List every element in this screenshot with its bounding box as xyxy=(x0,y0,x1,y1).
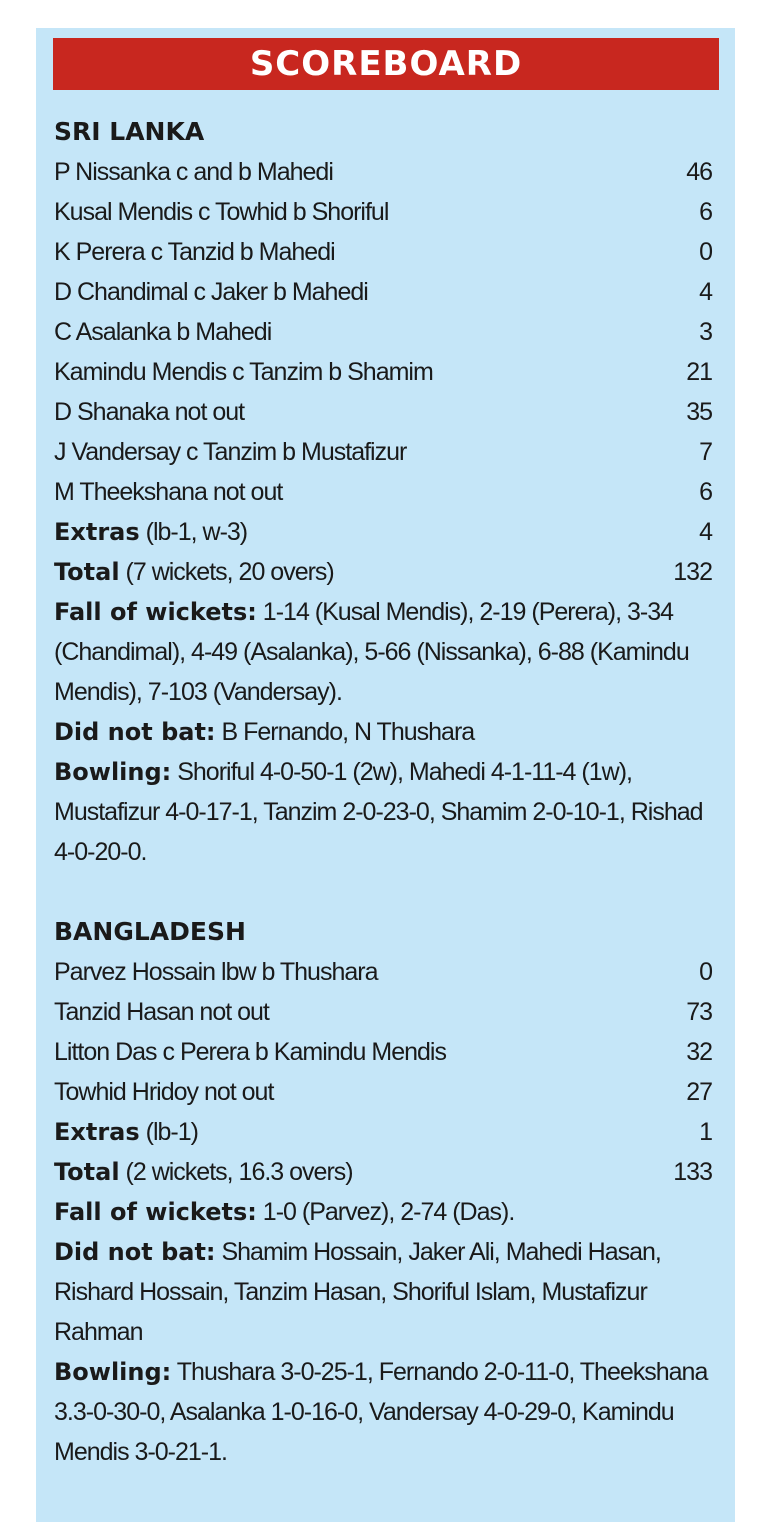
batsman-desc: Kamindu Mendis c Tanzim b Shamim xyxy=(54,358,433,386)
batting-row xyxy=(54,992,712,1032)
batsman-desc: Litton Das c Perera b Kamindu Mendis xyxy=(54,1038,446,1066)
batting-row xyxy=(54,1072,712,1112)
batsman-runs: 6 xyxy=(699,198,712,226)
did-not-bat xyxy=(54,712,712,752)
batsman-runs: 3 xyxy=(699,318,712,346)
bowling-text: Shoriful 4-0-50-1 (2w), Mahedi 4-1-11-4 (1w), Mustafizur 4-0-17-1, Tanzim 2-0-23-0, Shamim 2-0-10-1, Rishad 4-0-20-0. xyxy=(54,758,703,866)
batsman-desc: J Vandersay c Tanzim b Mustafizur xyxy=(54,438,407,466)
batsman-desc: K Perera c Tanzid b Mahedi xyxy=(54,238,335,266)
extras-detail: (lb-1, w-3) xyxy=(139,518,248,546)
batsman-runs: 4 xyxy=(699,278,712,306)
total-row xyxy=(54,1152,712,1192)
batsman-runs: 21 xyxy=(686,358,712,386)
batsman-runs: 6 xyxy=(699,478,712,506)
innings-gap xyxy=(54,872,712,912)
extras-row xyxy=(54,512,712,552)
extras-detail: (lb-1) xyxy=(139,1118,198,1146)
batsman-desc: C Asalanka b Mahedi xyxy=(54,318,272,346)
total-detail: (2 wickets, 16.3 overs) xyxy=(119,1158,353,1186)
batsman-desc: D Shanaka not out xyxy=(54,398,245,426)
bowling xyxy=(54,752,712,872)
batting-row xyxy=(54,312,712,352)
batsman-runs: 27 xyxy=(686,1078,712,1106)
batsman-desc: P Nissanka c and b Mahedi xyxy=(54,158,333,186)
extras-label: Extras xyxy=(54,1118,140,1146)
batting-row xyxy=(54,952,712,992)
innings-bangladesh xyxy=(54,912,712,1472)
team-name: BANGLADESH xyxy=(54,917,246,946)
extras-label: Extras xyxy=(54,518,140,546)
innings-sri-lanka xyxy=(54,112,712,872)
scoreboard-card xyxy=(36,28,735,1522)
fow-text: 1-0 (Parvez), 2-74 (Das). xyxy=(256,1198,515,1226)
batting-row xyxy=(54,152,712,192)
batsman-runs: 35 xyxy=(686,398,712,426)
bowling-label: Bowling: xyxy=(54,758,172,786)
batting-row xyxy=(54,472,712,512)
total-detail: (7 wickets, 20 overs) xyxy=(119,558,334,586)
fow-label: Fall of wickets: xyxy=(54,1198,257,1226)
scoreboard-content xyxy=(54,112,712,1472)
bowling xyxy=(54,1352,712,1472)
fall-of-wickets xyxy=(54,1192,712,1232)
fow-text: 1-14 (Kusal Mendis), 2-19 (Perera), 3-34 (Chandimal), 4-49 (Asalanka), 5-66 (Nissanka), 6-88 (Kamindu Mendis), 7-103 (Vandersay). xyxy=(54,598,689,706)
batting-row xyxy=(54,1032,712,1072)
total-row xyxy=(54,552,712,592)
batsman-runs: 73 xyxy=(686,998,712,1026)
batting-row xyxy=(54,432,712,472)
batsman-runs: 0 xyxy=(699,958,712,986)
batting-row xyxy=(54,352,712,392)
did-not-bat xyxy=(54,1232,712,1352)
team-name: SRI LANKA xyxy=(54,117,205,146)
dnb-label: Did not bat: xyxy=(54,1238,216,1266)
batsman-desc: Towhid Hridoy not out xyxy=(54,1078,274,1106)
extras-row xyxy=(54,1112,712,1152)
dnb-text: Shamim Hossain, Jaker Ali, Mahedi Hasan, Rishard Hossain, Tanzim Hasan, Shoriful Islam, Mustafizur Rahman xyxy=(54,1238,661,1346)
batsman-runs: 32 xyxy=(686,1038,712,1066)
batsman-desc: D Chandimal c Jaker b Mahedi xyxy=(54,278,368,306)
extras-runs: 4 xyxy=(699,518,712,546)
bowling-label: Bowling: xyxy=(54,1358,172,1386)
total-runs: 132 xyxy=(673,558,712,586)
batsman-runs: 7 xyxy=(699,438,712,466)
fall-of-wickets xyxy=(54,592,712,712)
batsman-desc: M Theekshana not out xyxy=(54,478,283,506)
total-label: Total xyxy=(54,1158,120,1186)
dnb-label: Did not bat: xyxy=(54,718,216,746)
bowling-text: Thushara 3-0-25-1, Fernando 2-0-11-0, Theekshana 3.3-0-30-0, Asalanka 1-0-16-0, Vandersay 4-0-29-0, Kamindu Mendis 3-0-21-1. xyxy=(54,1358,708,1466)
total-runs: 133 xyxy=(673,1158,712,1186)
scoreboard-title: SCOREBOARD xyxy=(53,38,719,90)
batting-row xyxy=(54,232,712,272)
extras-runs: 1 xyxy=(699,1118,712,1146)
batsman-desc: Parvez Hossain lbw b Thushara xyxy=(54,958,378,986)
batting-row xyxy=(54,392,712,432)
total-label: Total xyxy=(54,558,120,586)
dnb-text: B Fernando, N Thushara xyxy=(215,718,475,746)
batsman-runs: 0 xyxy=(699,238,712,266)
batsman-desc: Tanzid Hasan not out xyxy=(54,998,269,1026)
batsman-desc: Kusal Mendis c Towhid b Shoriful xyxy=(54,198,389,226)
fow-label: Fall of wickets: xyxy=(54,598,257,626)
batting-row xyxy=(54,272,712,312)
batsman-runs: 46 xyxy=(686,158,712,186)
batting-row xyxy=(54,192,712,232)
